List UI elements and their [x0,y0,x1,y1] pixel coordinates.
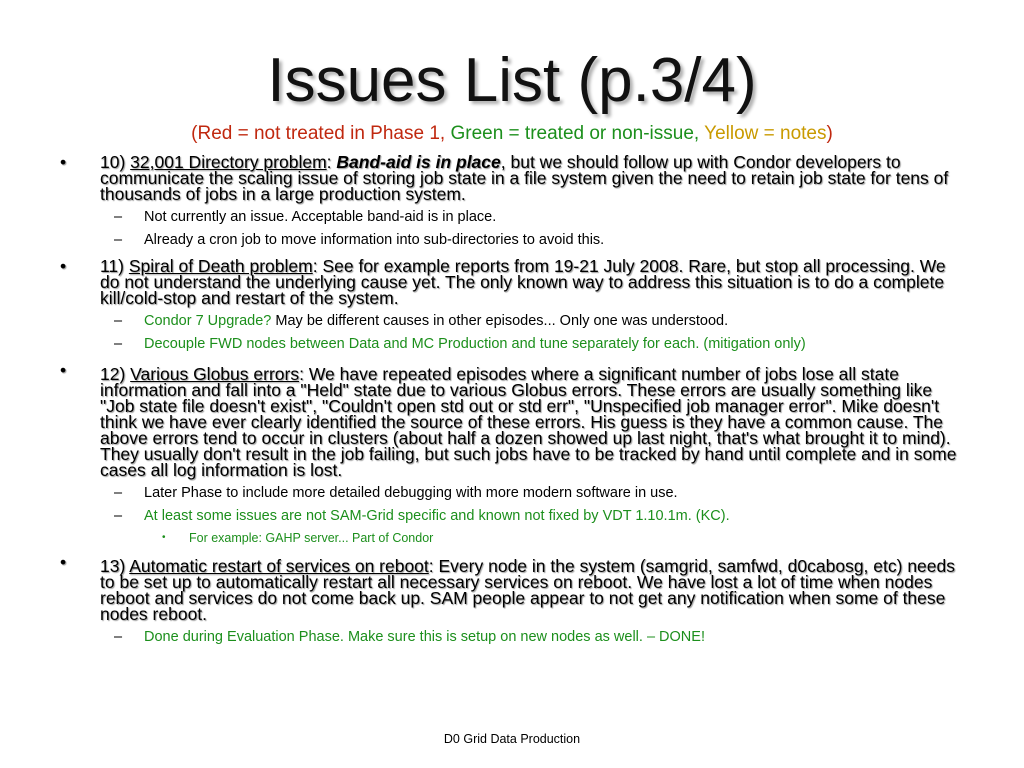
issue-subnote [60,530,966,546]
legend-yellow: Yellow = notes [704,123,827,144]
issue-text: : Every node in the system (samgrid, samfwd, d0cabosg, etc) needs to be set up to automatically restart all necessary services on reboot. We have lost a lot of time when nodes reboot and services do not come back up. SAM people appear to not get any notification when some of these nodes reboot. [100,556,955,624]
issue-item-12-body [60,362,966,478]
dash-icon: – [114,313,123,329]
dash-icon: – [114,508,123,524]
note-text: May be different causes in other episodes... Only one was understood. [275,313,729,329]
issue-note [60,312,966,330]
note-text: Already a cron job to move information into sub-directories to avoid this. [144,232,605,248]
note-text-green: Done during Evaluation Phase. Make sure this is setup on new nodes as well. – DONE! [144,629,705,645]
issue-note [60,231,966,249]
issue-note [60,484,966,502]
dash-icon: – [114,209,123,225]
bullet-icon: • [60,152,67,172]
note-text-green: Condor 7 Upgrade? [144,313,272,329]
bullet-icon: • [60,256,67,276]
issue-emphasis: Band-aid is in place [336,152,501,172]
page-title: Issues List (p.3/4) [267,46,757,115]
legend-red: Red = not treated in Phase 1, [197,123,446,144]
note-text: Not currently an issue. Acceptable band-aid is in place. [144,209,497,225]
issue-number: 11) [100,256,124,276]
dash-icon: – [114,485,123,501]
issue-text: , but we should follow up with Condor developers to communicate the scaling issue of storing job state in a file system given the need to retain job state for tens of thousands of jobs in a large production system. [100,152,949,204]
legend-close-paren: ) [826,123,833,144]
issue-text: : See for example reports from 19-21 July 2008. Rare, but stop all processing. We do not understand the underlying cause yet. The only known way to address this situation is to do a complete kill/cold-stop and restart of the system. [100,256,946,308]
bullet-icon: • [60,360,67,380]
issue-number: 12) [100,364,126,384]
subnote-text: For example: GAHP server... Part of Condor [189,531,434,545]
issue-number: 13) [100,556,126,576]
note-text-green: At least some issues are not SAM-Grid specific and known not fixed by VDT 1.10.1m. (KC). [144,508,730,524]
issue-item-13-body [60,554,966,622]
issue-item-10 [60,154,966,202]
color-legend [0,123,1024,145]
issue-title: Various Globus errors [130,364,300,384]
note-text-green: Decouple FWD nodes between Data and MC Production and tune separately for each. (mitigation only) [144,336,806,352]
bullet-icon: • [60,552,67,572]
dash-icon: – [114,629,123,645]
bullet-icon: • [162,532,166,543]
note-text: Later Phase to include more detailed debugging with more modern software in use. [144,485,678,501]
issue-title: Spiral of Death problem [128,256,313,276]
issue-number: 10) [100,152,126,172]
issue-note [60,335,966,353]
issue-note [60,507,966,525]
issue-note [60,628,966,646]
issues-list [60,154,966,651]
issue-colon: : [326,152,332,172]
dash-icon: – [114,232,123,248]
legend-open-paren: ( [191,123,198,144]
legend-green: Green = treated or non-issue, [450,123,700,144]
issue-text: : We have repeated episodes where a significant number of jobs lose all state information and fall into a "Held" state due to various Globus errors. These errors are usually something like "Job state file doesn't exist", "Couldn't open std out or std err", "Unspecified job manager error". Mike doesn't think we have ever clearly identified the source of these errors. His guess is they have a common cause. The above errors tend to occur in clusters (about half a dozen showed up last night, that's what brought it to mind). They usually don't result in the job failing, but such jobs have to be tracked by hand until complete and in some cases all log information is lost. [100,364,957,480]
footer-label: D0 Grid Data Production [443,732,581,746]
issue-item-11 [60,258,966,306]
issue-note [60,208,966,226]
issue-title: Automatic restart of services on reboot [129,556,429,576]
dash-icon: – [114,336,123,352]
issue-title: 32,001 Directory problem [130,152,327,172]
